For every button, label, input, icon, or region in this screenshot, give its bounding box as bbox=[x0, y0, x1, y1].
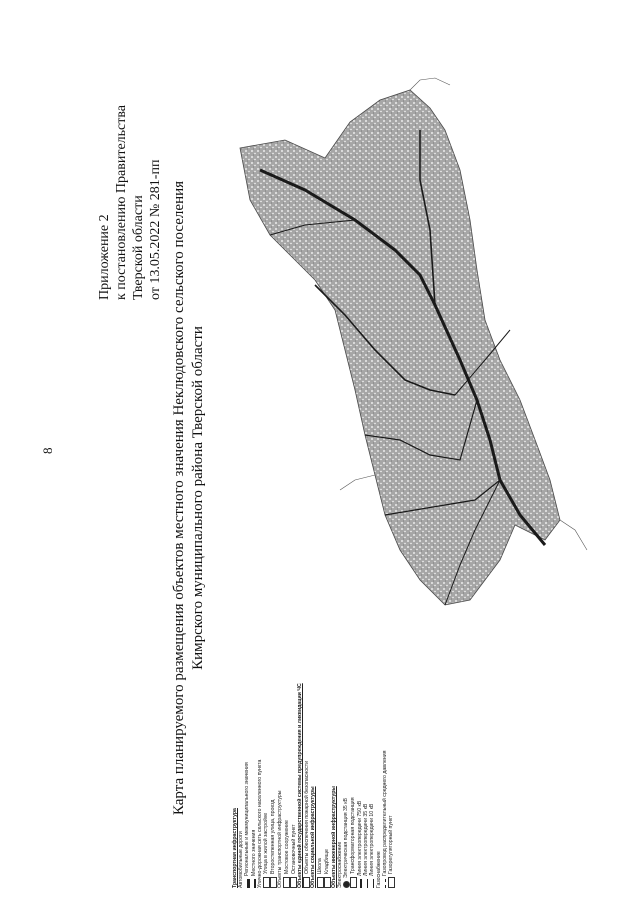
legend-heading-transport: Транспортная инфраструктура bbox=[232, 808, 238, 888]
boundary-north bbox=[410, 78, 450, 90]
legend-row-line-10: Линия электропередачи 10 кВ bbox=[369, 698, 375, 888]
legend-row-line-750: Линия электропередачи 750 кВ bbox=[357, 698, 363, 888]
legend-row-line-35: Линия электропередачи 35 кВ bbox=[363, 698, 369, 888]
legend-row-transformer: Трансформаторная подстанция bbox=[350, 698, 357, 888]
boundary-south bbox=[560, 520, 587, 550]
legend-row-road-local: Местного значения bbox=[251, 698, 257, 888]
legend-heading-emergency: Объекты единой государственной системы предупреждения и ликвидации ЧС bbox=[297, 683, 304, 888]
map-title bbox=[170, 128, 208, 868]
legend-row-school: Школа bbox=[317, 698, 324, 888]
legend-row-gas-station: Газорегуляторный пункт bbox=[388, 698, 395, 888]
appendix-block bbox=[96, 105, 164, 300]
legend-row-street-secondary: Второстепенная улица, проезд bbox=[270, 698, 277, 888]
legend-heading-social: Объекты социальной инфраструктуры bbox=[310, 786, 317, 888]
legend-sub-gas: Газоснабжение bbox=[375, 851, 382, 888]
appendix-line-4: от 13.05.2022 № 281-пп bbox=[148, 159, 163, 300]
appendix-line-2: к постановлению Правительства bbox=[114, 104, 129, 300]
legend-row-fire: Объекты обеспечения пожарной безопасности bbox=[303, 698, 310, 888]
legend-row-substation: Электрическая подстанция 35 кВ bbox=[343, 698, 350, 888]
legend-row-bridge: Мостовое сооружение bbox=[283, 698, 290, 888]
legend-sub-roads: Автомобильные дороги bbox=[238, 831, 245, 888]
boundary-west bbox=[340, 475, 375, 490]
title-line-2: Кимрского муниципального района Тверской области bbox=[190, 326, 206, 670]
legend-row-road-regional: Региональные и межмуниципального значения bbox=[244, 698, 250, 888]
legend-heading-engineering: Объекты инженерной инфраструктуры bbox=[330, 786, 337, 888]
legend-row-cemetery: Кладбище bbox=[324, 698, 331, 888]
page-number: 8 bbox=[40, 447, 55, 454]
title-line-1: Карта планируемого размещения объектов местного значения Неклюдовского сельского поселения bbox=[171, 180, 187, 816]
map-legend bbox=[232, 683, 395, 888]
legend-row-gas-medium: Газопровод распределительный среднего давления bbox=[382, 698, 388, 888]
legend-sub-transport-objects: Объекты транспортной инфраструктуры bbox=[277, 790, 284, 888]
legend-sub-power: Электроснабжение bbox=[336, 841, 343, 888]
territory-area bbox=[240, 90, 560, 605]
appendix-line-1: Приложение 2 bbox=[97, 214, 112, 300]
settlement-map bbox=[215, 60, 615, 620]
legend-row-street-main: Улица в жилой застройке bbox=[263, 698, 270, 888]
appendix-line-3: Тверской области bbox=[131, 195, 146, 300]
legend-row-stop: Остановочный пункт bbox=[290, 698, 297, 888]
legend-sub-street: Улично-дорожная сеть сельского населенного пункта bbox=[256, 759, 263, 888]
